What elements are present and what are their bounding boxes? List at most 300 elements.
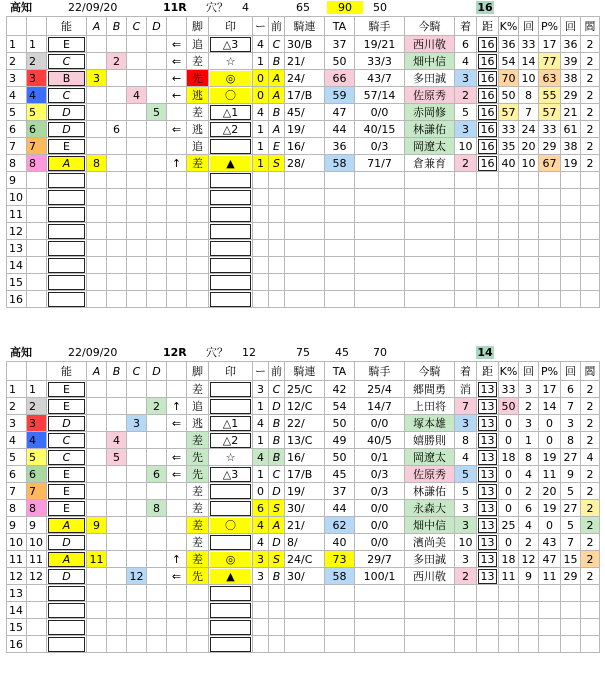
distance-value: 16	[478, 54, 497, 69]
grade-a: 8	[87, 155, 107, 172]
arrow-cell	[167, 432, 187, 449]
mark-cell	[209, 466, 253, 483]
last-value: 2	[581, 70, 600, 87]
p-percent: 29	[539, 138, 561, 155]
k-count: 4	[519, 517, 539, 534]
jockey-record: 29/7	[355, 551, 405, 568]
grade-c: 4	[127, 87, 147, 104]
ability-cell	[47, 223, 87, 240]
mark-cell	[209, 381, 253, 398]
jockey-col	[355, 223, 405, 240]
k-count: 9	[519, 568, 539, 585]
ana-label: 穴？	[206, 346, 228, 359]
count-col-header: ー	[253, 362, 269, 381]
b-col	[107, 274, 127, 291]
race-number: 10	[7, 534, 27, 551]
finish-col	[455, 636, 477, 653]
finish-value: 消	[455, 381, 477, 398]
jockey-col	[355, 274, 405, 291]
ta-value: 58	[325, 155, 355, 172]
running-style: 差	[187, 500, 209, 517]
style-col-header: 脚	[187, 17, 209, 36]
mark-box	[210, 275, 251, 290]
arrow-cell: ⇐	[167, 36, 187, 53]
k-count-col	[519, 206, 539, 223]
mark-box	[210, 241, 251, 256]
last-col	[581, 291, 600, 308]
prev-grade: A	[269, 87, 285, 104]
prediction-mark: ◎	[210, 71, 251, 86]
ability-box	[48, 207, 85, 222]
finish-value: 2	[455, 155, 477, 172]
waku-number: 9	[27, 517, 47, 534]
c-col	[127, 257, 147, 274]
ability-grade: A	[48, 156, 85, 171]
mark-cell	[209, 415, 253, 432]
today-jockey: 佐原秀	[405, 87, 455, 104]
k-percent: 0	[499, 466, 519, 483]
entry-row	[7, 381, 600, 398]
arrow-cell: ↑	[167, 398, 187, 415]
arrow-cell: ↑	[167, 551, 187, 568]
distance-col	[477, 206, 499, 223]
style-cell	[187, 602, 209, 619]
finish-col	[455, 223, 477, 240]
distance-value: 16	[478, 156, 497, 171]
grade-b: 5	[107, 449, 127, 466]
today-jockey-col	[405, 291, 455, 308]
distance-cell	[477, 568, 499, 585]
last-value: 2	[581, 53, 600, 70]
count-col	[253, 291, 269, 308]
style-cell	[187, 636, 209, 653]
jockey-record: 0/0	[355, 534, 405, 551]
ta-value: 66	[325, 70, 355, 87]
race-number: 9	[7, 517, 27, 534]
arrow-cell: ⇐	[167, 415, 187, 432]
count-col	[253, 206, 269, 223]
p-percent: 57	[539, 104, 561, 121]
p-count-col	[561, 636, 581, 653]
b-col	[107, 240, 127, 257]
entry-row	[7, 466, 600, 483]
finish-value: 2	[455, 568, 477, 585]
grade-d: 2	[147, 398, 167, 415]
last-value: 2	[581, 398, 600, 415]
ta-col-header: TA	[325, 362, 355, 381]
mark-cell	[209, 172, 253, 189]
b-col	[107, 257, 127, 274]
last-col-header: 閻	[581, 362, 600, 381]
today-jockey: 濱尚美	[405, 534, 455, 551]
jockey-record: 0/3	[355, 483, 405, 500]
last-value: 2	[581, 517, 600, 534]
jockey-col	[355, 206, 405, 223]
jockey-combo-col	[285, 257, 325, 274]
waku-number: 1	[27, 381, 47, 398]
prev-col	[269, 189, 285, 206]
p-percent: 19	[539, 449, 561, 466]
mark-cell	[209, 398, 253, 415]
prediction-mark: △1	[210, 416, 251, 431]
prev-grade: B	[269, 432, 285, 449]
grade-a	[87, 87, 107, 104]
p-pct-col	[539, 291, 561, 308]
prev-grade: D	[269, 398, 285, 415]
today-jockey: 赤岡修	[405, 104, 455, 121]
grade-a	[87, 381, 107, 398]
prev-grade: B	[269, 104, 285, 121]
distance-value: 13	[478, 569, 497, 584]
prev-col	[269, 619, 285, 636]
count-cell: 6	[253, 500, 269, 517]
prev-col	[269, 257, 285, 274]
distance-col	[477, 619, 499, 636]
ability-box	[48, 190, 85, 205]
ability-box	[48, 620, 85, 635]
k-count: 14	[519, 53, 539, 70]
distance-value: 13	[478, 416, 497, 431]
count-cell: 0	[253, 70, 269, 87]
distance-cell	[477, 449, 499, 466]
waku-number: 8	[27, 155, 47, 172]
k-percent: 0	[499, 415, 519, 432]
running-style: 先	[187, 568, 209, 585]
distance-value: 13	[478, 467, 497, 482]
a-col-header: A	[87, 17, 107, 36]
prev-col	[269, 240, 285, 257]
mark-cell	[209, 291, 253, 308]
grade-c	[127, 534, 147, 551]
last-value: 2	[581, 36, 600, 53]
jockey-combo: 30/B	[285, 36, 325, 53]
c-col	[127, 602, 147, 619]
finish-col	[455, 189, 477, 206]
race-number: 13	[7, 240, 27, 257]
today-jockey: 西川敬	[405, 36, 455, 53]
k-count: 1	[519, 432, 539, 449]
prev-grade: B	[269, 568, 285, 585]
jockey-combo: 16/	[285, 449, 325, 466]
k-percent: 25	[499, 517, 519, 534]
waku-number: 4	[27, 87, 47, 104]
finish-value: 7	[455, 398, 477, 415]
arrow-cell: ↑	[167, 155, 187, 172]
race-number: 8	[7, 155, 27, 172]
c-col	[127, 206, 147, 223]
grade-d	[147, 415, 167, 432]
ta-col	[325, 274, 355, 291]
prev-grade: B	[269, 415, 285, 432]
grade-a	[87, 500, 107, 517]
race-number: 15	[7, 619, 27, 636]
k-count: 8	[519, 87, 539, 104]
finish-value: 5	[455, 466, 477, 483]
arrow-cell	[167, 138, 187, 155]
finish-value: 3	[455, 70, 477, 87]
finish-col-header: 着	[455, 17, 477, 36]
entry-row	[7, 585, 600, 602]
ability-cell	[47, 291, 87, 308]
ability-cell	[47, 381, 87, 398]
waku-number	[27, 223, 47, 240]
a-col	[87, 189, 107, 206]
mark-cell	[209, 70, 253, 87]
jockey-combo: 17/B	[285, 466, 325, 483]
p-percent: 67	[539, 155, 561, 172]
count-col	[253, 257, 269, 274]
a-col	[87, 636, 107, 653]
d-col	[147, 189, 167, 206]
mark-cell	[209, 568, 253, 585]
ability-grade: E	[48, 139, 85, 154]
entry-row	[7, 602, 600, 619]
entry-row	[7, 449, 600, 466]
distance-cell	[477, 36, 499, 53]
race-number: 12	[7, 223, 27, 240]
grade-b	[107, 568, 127, 585]
count-cell: 1	[253, 466, 269, 483]
count-cell: 3	[253, 381, 269, 398]
p-count-col	[561, 257, 581, 274]
b-col	[107, 172, 127, 189]
running-style: 先	[187, 466, 209, 483]
race-number: 1	[7, 36, 27, 53]
grade-b	[107, 138, 127, 155]
ability-cell	[47, 240, 87, 257]
entry-row	[7, 206, 600, 223]
p-percent: 55	[539, 87, 561, 104]
finish-col	[455, 291, 477, 308]
prev-grade: C	[269, 36, 285, 53]
k-count: 2	[519, 534, 539, 551]
prev-grade: C	[269, 381, 285, 398]
waku-number	[27, 636, 47, 653]
arrow-col-header	[167, 362, 187, 381]
k-count-col	[519, 602, 539, 619]
ta-col-header: TA	[325, 17, 355, 36]
entries-table	[6, 16, 600, 308]
prev-col	[269, 223, 285, 240]
distance-value: 16	[478, 88, 497, 103]
p-count-col	[561, 274, 581, 291]
last-col	[581, 206, 600, 223]
k-count: 24	[519, 121, 539, 138]
arrow-col	[167, 189, 187, 206]
p-count: 6	[561, 381, 581, 398]
p-pct-col	[539, 223, 561, 240]
last-value: 2	[581, 432, 600, 449]
distance-cell	[477, 500, 499, 517]
ta-value: 45	[325, 466, 355, 483]
p-pct-col	[539, 274, 561, 291]
mark-box	[210, 224, 251, 239]
mark-cell	[209, 189, 253, 206]
ta-col	[325, 619, 355, 636]
race-number: 7	[7, 138, 27, 155]
race-number: 11	[7, 551, 27, 568]
finish-value: 3	[455, 551, 477, 568]
distance-value: 13	[478, 484, 497, 499]
p-count: 29	[561, 87, 581, 104]
jockey-record: 33/3	[355, 53, 405, 70]
mark-box	[210, 620, 251, 635]
a-col	[87, 602, 107, 619]
prev-col	[269, 602, 285, 619]
running-style: 逃	[187, 87, 209, 104]
distance-col	[477, 172, 499, 189]
grade-b	[107, 500, 127, 517]
grade-c	[127, 449, 147, 466]
race-number-col-header	[7, 362, 27, 381]
k-pct-col	[499, 585, 519, 602]
prev-grade: S	[269, 551, 285, 568]
last-value: 2	[581, 415, 600, 432]
ability-grade: B	[48, 71, 85, 86]
distance-cell	[477, 483, 499, 500]
grade-b	[107, 87, 127, 104]
count-col	[253, 636, 269, 653]
k-percent: 36	[499, 36, 519, 53]
ability-cell	[47, 257, 87, 274]
d-col	[147, 602, 167, 619]
summary-1: 65	[296, 1, 310, 14]
ability-grade: E	[48, 501, 85, 516]
last-value: 2	[581, 121, 600, 138]
ability-grade: E	[48, 467, 85, 482]
p-count-col	[561, 172, 581, 189]
ability-cell	[47, 415, 87, 432]
grade-c	[127, 70, 147, 87]
today-jockey: 多田誠	[405, 551, 455, 568]
finish-value: 4	[455, 449, 477, 466]
style-cell	[187, 240, 209, 257]
race-number: 16	[7, 636, 27, 653]
count-col	[253, 585, 269, 602]
today-jockey: 嬉勝則	[405, 432, 455, 449]
ta-value: 49	[325, 432, 355, 449]
p-count-col-header: 回	[561, 17, 581, 36]
prev-grade: D	[269, 483, 285, 500]
grade-b	[107, 551, 127, 568]
ta-value: 50	[325, 53, 355, 70]
race-number: 14	[7, 257, 27, 274]
ability-cell	[47, 466, 87, 483]
k-percent: 18	[499, 551, 519, 568]
grade-b	[107, 534, 127, 551]
distance-value: 16	[478, 105, 497, 120]
race-number: 6	[7, 466, 27, 483]
p-percent: 0	[539, 432, 561, 449]
waku-number	[27, 257, 47, 274]
jockey-record: 19/21	[355, 36, 405, 53]
prediction-mark	[210, 501, 251, 516]
k-pct-col	[499, 189, 519, 206]
distance-col	[477, 189, 499, 206]
running-style: 追	[187, 138, 209, 155]
distance-cell	[477, 466, 499, 483]
k-percent: 35	[499, 138, 519, 155]
summary-1: 75	[296, 346, 310, 359]
p-count-col	[561, 240, 581, 257]
jockey-record: 43/7	[355, 70, 405, 87]
arrow-col	[167, 619, 187, 636]
count-col	[253, 172, 269, 189]
entry-row	[7, 104, 600, 121]
distance-value: 13	[478, 535, 497, 550]
grade-d	[147, 87, 167, 104]
k-count: 7	[519, 104, 539, 121]
p-percent: 0	[539, 415, 561, 432]
ta-col	[325, 240, 355, 257]
ta-value: 36	[325, 138, 355, 155]
distance-value: 16	[478, 37, 497, 52]
grade-d	[147, 551, 167, 568]
k-pct-col-header: K%	[499, 17, 519, 36]
last-value: 2	[581, 104, 600, 121]
jockey-combo-col	[285, 602, 325, 619]
p-count: 5	[561, 517, 581, 534]
prediction-mark: 〇	[210, 518, 251, 533]
ability-cell	[47, 53, 87, 70]
column-header-row	[7, 362, 600, 381]
today-jockey: 永森大	[405, 500, 455, 517]
ability-cell	[47, 636, 87, 653]
finish-col	[455, 585, 477, 602]
p-count: 8	[561, 432, 581, 449]
running-style: 追	[187, 398, 209, 415]
k-percent: 33	[499, 121, 519, 138]
ta-col	[325, 636, 355, 653]
today-jockey: 西川敬	[405, 568, 455, 585]
mark-cell	[209, 36, 253, 53]
jockey-combo: 19/	[285, 121, 325, 138]
grade-b: 2	[107, 53, 127, 70]
mark-cell	[209, 87, 253, 104]
ability-box	[48, 603, 85, 618]
mark-cell	[209, 223, 253, 240]
running-style: 差	[187, 155, 209, 172]
ability-cell	[47, 274, 87, 291]
count-cell: 1	[253, 398, 269, 415]
k-pct-col	[499, 240, 519, 257]
count-cell: 1	[253, 121, 269, 138]
distance-value: 13	[478, 382, 497, 397]
last-col	[581, 172, 600, 189]
today-jockey-col-header: 今騎	[405, 362, 455, 381]
jockey-combo: 8/	[285, 534, 325, 551]
jockey-combo-col	[285, 172, 325, 189]
mark-cell	[209, 449, 253, 466]
ability-grade: D	[48, 122, 85, 137]
finish-value: 6	[455, 36, 477, 53]
k-count-col	[519, 585, 539, 602]
mark-box	[210, 207, 251, 222]
p-percent: 11	[539, 466, 561, 483]
running-style: 逃	[187, 415, 209, 432]
arrow-cell	[167, 483, 187, 500]
grade-a	[87, 53, 107, 70]
ability-box	[48, 241, 85, 256]
finish-col-header: 着	[455, 362, 477, 381]
prev-grade: A	[269, 121, 285, 138]
arrow-cell: ⇐	[167, 121, 187, 138]
style-cell	[187, 274, 209, 291]
a-col	[87, 206, 107, 223]
grade-b	[107, 415, 127, 432]
grade-d	[147, 483, 167, 500]
ability-box	[48, 224, 85, 239]
